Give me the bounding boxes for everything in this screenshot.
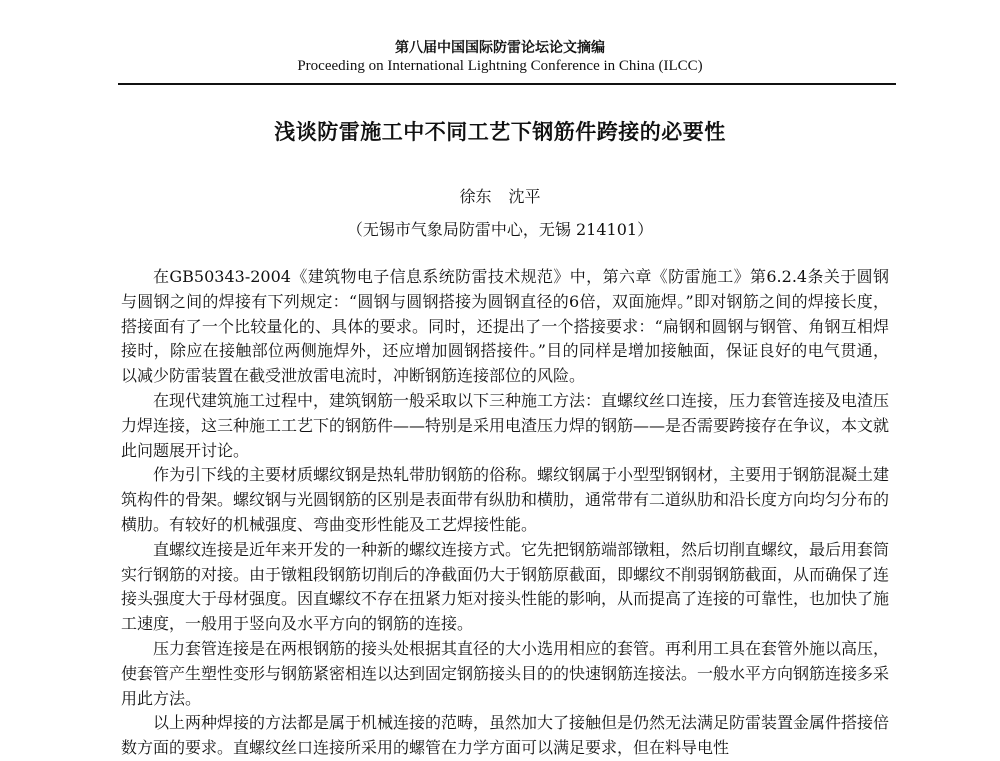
paper-authors: 徐东 沈平 <box>459 187 541 206</box>
author-affiliation: （无锡市气象局防雷中心，无锡 214101） <box>346 220 654 239</box>
body-paragraph: 作为引下线的主要材质螺纹钢是热轧带肋钢筋的俗称。螺纹钢属于小型型钢钢材，主要用于钢筋混凝土建筑构件的骨架。螺纹钢与光圆钢筋的区别是表面带有纵肋和横肋，通常带有二道纵肋和沿长度方向均匀分布的横肋。有较好的机械强度、弯曲变形性能及工艺焊接性能。 <box>121 465 890 534</box>
header-divider <box>118 83 896 85</box>
paper-title: 浅谈防雷施工中不同工艺下钢筋件跨接的必要性 <box>274 120 726 144</box>
running-header-chinese: 第八届中国国际防雷论坛论文摘编 <box>395 40 605 56</box>
paper-body <box>121 265 889 761</box>
body-paragraph: 在现代建筑施工过程中，建筑钢筋一般采取以下三种施工方法：直螺纹丝口连接，压力套管连接及电渣压力焊连接，这三种施工工艺下的钢筋件——特别是采用电渣压力焊的钢筋——是否需要跨接存在争议，本文就此问题展开讨论。 <box>121 390 890 460</box>
body-paragraph: 以上两种焊接的方法都是属于机械连接的范畴，虽然加大了接触但是仍然无法满足防雷装置金属件搭接倍数方面的要求。直螺纹丝口连接所采用的螺管在力学方面可以满足要求，但在料导电性 <box>121 713 890 758</box>
running-header-english: Proceeding on International Lightning Conference in China (ILCC) <box>297 58 703 74</box>
body-paragraph: 在GB50343-2004《建筑物电子信息系统防雷技术规范》中，第六章《防雷施工》第6.2.4条关于圆钢与圆钢之间的焊接有下列规定：“圆钢与圆钢搭接为圆钢直径的6倍，双面施焊。”即对钢筋之间的焊接长度，搭接面有了一个比较量化的、具体的要求。同时，还提出了一个搭接要求：“扁钢和圆钢与钢管、角钢互相焊接时，除应在接触部位两侧施焊外，还应增加圆钢搭接件。”目的同样是增加接触面，保证良好的电气贯通，以减少防雷装置在截受泄放雷电流时，冲断钢筋连接部位的风险。 <box>121 267 889 386</box>
body-paragraph: 压力套管连接是在两根钢筋的接头处根据其直径的大小选用相应的套管。再利用工具在套管外施以高压，使套管产生塑性变形与钢筋紧密相连以达到固定钢筋接头目的的快速钢筋连接法。一般水平方向钢筋连接多采用此方法。 <box>121 638 890 708</box>
body-paragraph: 直螺纹连接是近年来开发的一种新的螺纹连接方式。它先把钢筋端部镦粗，然后切削直螺纹，最后用套筒实行钢筋的对接。由于镦粗段钢筋切削后的净截面仍大于钢筋原截面，即螺纹不削弱钢筋截面，从而确保了连接头强度大于母材强度。因直螺纹不存在扭紧力矩对接头性能的影响，从而提高了连接的可靠性，也加快了施工速度，一般用于竖向及水平方向的钢筋的连接。 <box>121 539 890 634</box>
